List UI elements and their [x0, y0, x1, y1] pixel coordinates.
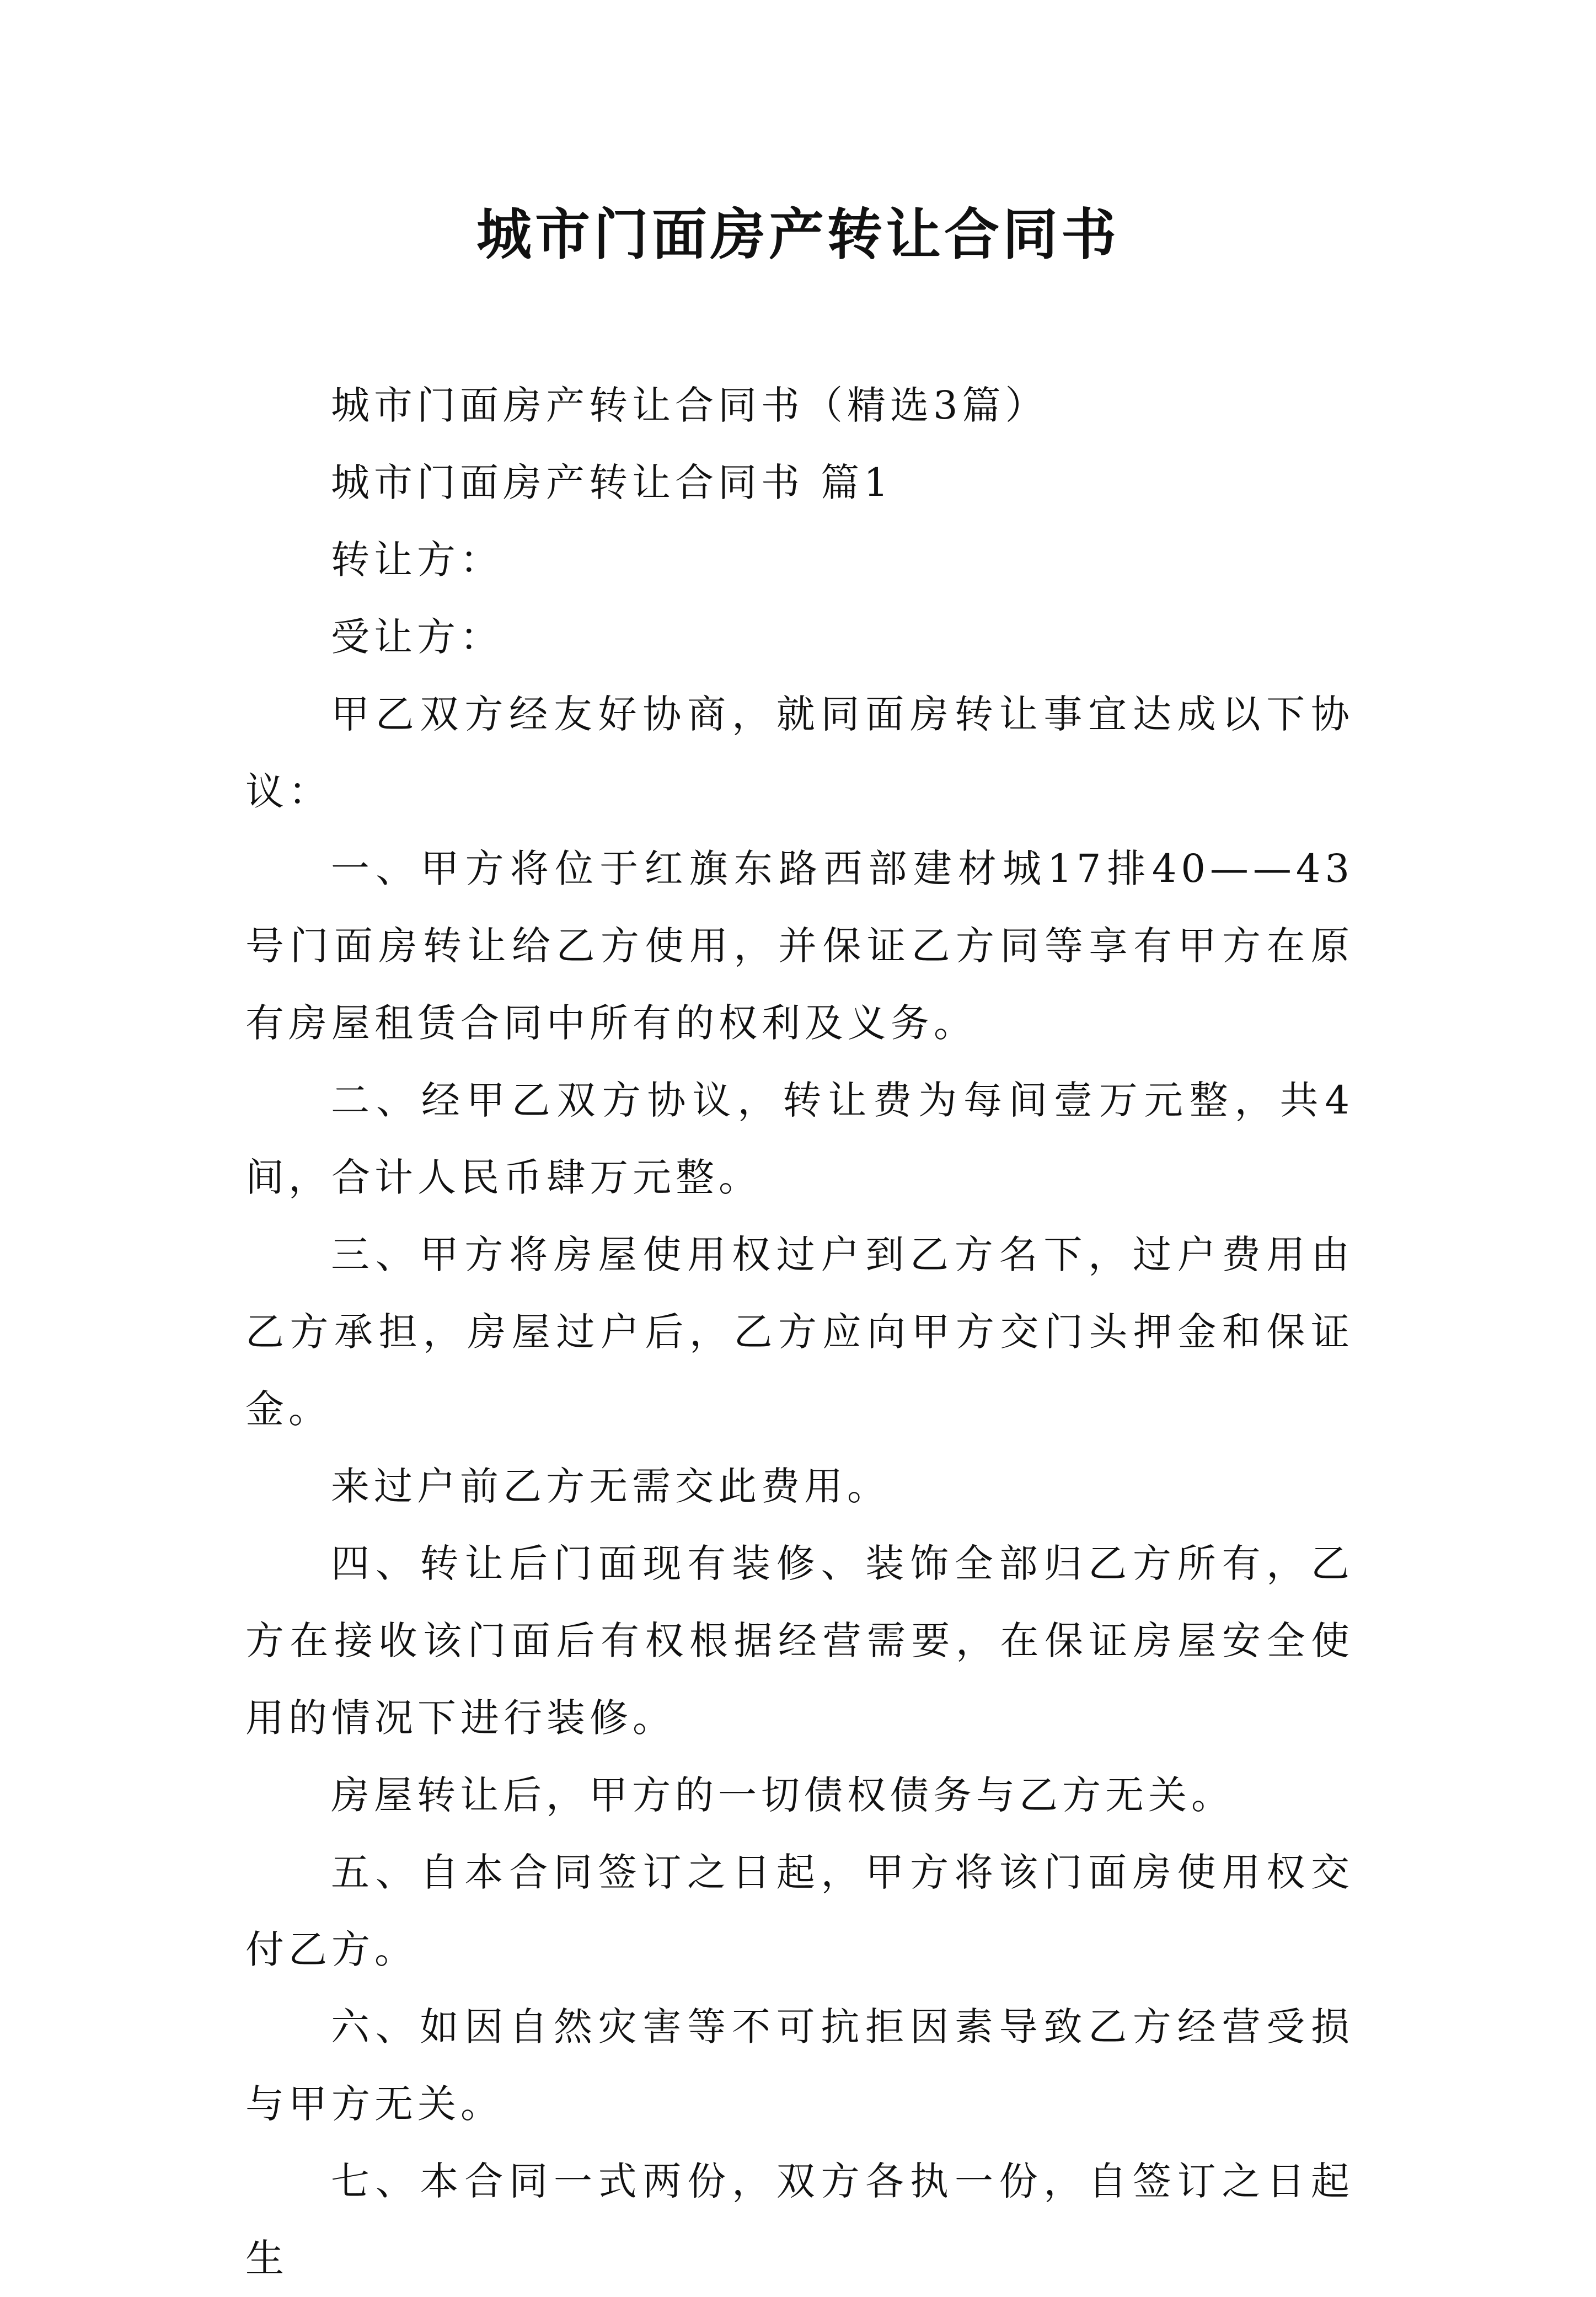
- paragraph-clause-5: 五、自本合同签订之日起，甲方将该门面房使用权交付乙方。: [245, 1850, 1354, 1972]
- paragraph-clause-3-note: 来过户前乙方无需交此费用。: [331, 1464, 890, 1509]
- paragraph-clause-4: 四、转让后门面现有装修、装饰全部归乙方所有，乙方在接收该门面后有权根据经营需要，在保证房屋安全使用的情况下进行装修。: [245, 1541, 1354, 1741]
- paragraph-clause-4-note: 房屋转让后，甲方的一切债权债务与乙方无关。: [331, 1773, 1234, 1818]
- paragraph-part-heading: 城市门面房产转让合同书 篇1: [331, 460, 893, 505]
- paragraph-clause-7: 七、本合同一式两份，双方各执一份，自签订之日起生: [245, 2159, 1354, 2281]
- document-body: [245, 367, 1354, 2297]
- paragraph-transferee: 受让方：: [331, 614, 503, 660]
- paragraph-clause-6: 六、如因自然灾害等不可抗拒因素导致乙方经营受损与甲方无关。: [245, 2004, 1354, 2127]
- document-title: 城市门面房产转让合同书: [476, 202, 1120, 267]
- paragraph-transferor: 转让方：: [331, 537, 503, 582]
- paragraph-preamble: 甲乙双方经友好协商，就同面房转让事宜达成以下协议：: [245, 692, 1354, 814]
- paragraph-clause-3: 三、甲方将房屋使用权过户到乙方名下，过户费用由乙方承担，房屋过户后，乙方应向甲方交门头押金和保证金。: [245, 1232, 1354, 1432]
- paragraph-clause-1: 一、甲方将位于红旗东路西部建材城17排40——43号门面房转让给乙方使用，并保证乙方同等享有甲方在原有房屋租赁合同中所有的权利及义务。: [245, 846, 1354, 1046]
- paragraph-clause-2: 二、经甲乙双方协议，转让费为每间壹万元整，共4间，合计人民币肆万元整。: [245, 1078, 1354, 1200]
- paragraph-subtitle: 城市门面房产转让合同书（精选3篇）: [331, 383, 1048, 428]
